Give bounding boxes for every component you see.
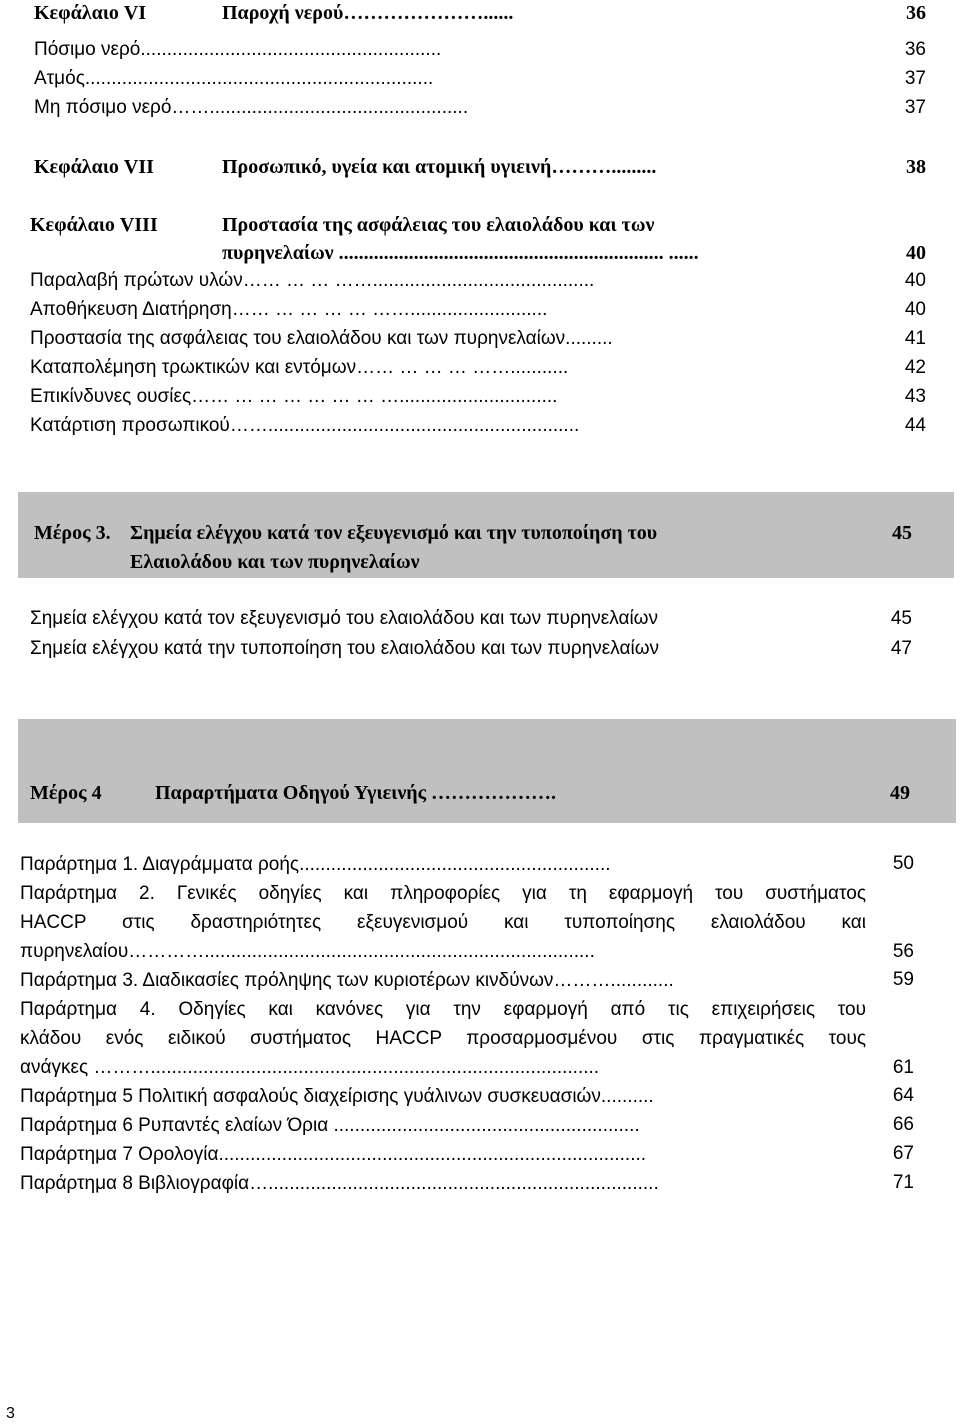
part3-label: Μέρος 3. [34, 522, 111, 544]
chapter7-title: Προσωπικό, υγεία και ατομική υγιεινή………......... [222, 156, 657, 178]
toc-page: 64 [892, 1085, 914, 1106]
part4-title: Παραρτήματα Οδηγού Υγιεινής ………………. [155, 782, 557, 804]
toc-item-pest-control[interactable]: Καταπολέμηση τρωκτικών και εντόμων…… … … … ……........... [30, 357, 569, 378]
chapter8-title-line2: πυρηνελαίων ................................................................. ...... [222, 242, 699, 264]
toc-page: 67 [892, 1143, 914, 1164]
toc-item-appendix-3[interactable]: Παράρτημα 3. Διαδικασίες πρόληψης των κυριοτέρων κινδύνων………............ [20, 970, 674, 991]
toc-item-hazardous-substances[interactable]: Επικίνδυνες ουσίες…… … … … … … … ….............................. [30, 386, 558, 407]
toc-page: 45 [890, 608, 912, 629]
toc-item-appendix-8[interactable]: Παράρτημα 8 Βιβλιογραφία….......................................................................... [20, 1173, 659, 1194]
toc-item-appendix-2-line2: HACCP στις δραστηριότητες εξευγενισμού και τυποποίησης ελαιολάδου και [20, 912, 866, 933]
part4-label: Μέρος 4 [30, 782, 102, 804]
toc-page: 40 [904, 270, 926, 291]
toc-item-appendix-5[interactable]: Παράρτημα 5 Πολιτική ασφαλούς διαχείρισης γυάλινων συσκευασιών.......... [20, 1086, 654, 1107]
chapter8-label: Κεφάλαιο VIII [30, 214, 158, 236]
toc-item-drinking-water[interactable]: Πόσιμο νερό......................................................... [34, 39, 442, 60]
toc-page: 43 [904, 386, 926, 407]
toc-page: 41 [904, 328, 926, 349]
part3-page: 45 [892, 522, 912, 544]
toc-item-packaging-checkpoints[interactable]: Σημεία ελέγχου κατά την τυποποίηση του ελαιολάδου και των πυρηνελαίων [30, 638, 660, 659]
footer-page-number: 3 [6, 1405, 15, 1422]
toc-item-appendix-1[interactable]: Παράρτημα 1. Διαγράμματα ροής........................................................... [20, 854, 611, 875]
toc-item-appendix-6[interactable]: Παράρτημα 6 Ρυπαντές ελαίων Όρια .......................................................... [20, 1115, 640, 1136]
toc-item-appendix-4-line1[interactable]: Παράρτημα 4. Οδηγίες και κανόνες για την εφαρμογή από τις επιχειρήσεις του [20, 999, 866, 1020]
toc-page: 42 [904, 357, 926, 378]
toc-item-steam[interactable]: Ατμός.................................................................. [34, 68, 434, 89]
toc-item-storage[interactable]: Αποθήκευση Διατήρηση…… … … … … …….......................... [30, 299, 548, 320]
toc-item-raw-materials[interactable]: Παραλαβή πρώτων υλών…… … … …….......................................... [30, 270, 595, 291]
chapter6-label: Κεφάλαιο VI [34, 2, 147, 24]
chapter8-title-line1: Προστασία της ασφάλειας του ελαιολάδου και των [222, 214, 655, 236]
toc-page: 36 [904, 39, 926, 60]
toc-item-appendix-2-line1[interactable]: Παράρτημα 2. Γενικές οδηγίες και πληροφορίες για τη εφαρμογή του συστήματος [20, 883, 866, 904]
part4-header-band [18, 719, 956, 823]
toc-page: 59 [892, 969, 914, 990]
toc-page: 47 [890, 638, 912, 659]
toc-page: 56 [892, 941, 914, 962]
toc-page: 71 [892, 1172, 914, 1193]
toc-page: 61 [892, 1057, 914, 1078]
chapter8-page: 40 [906, 242, 926, 264]
toc-item-non-drinking-water[interactable]: Μη πόσιμο νερό……................................................. [34, 97, 469, 118]
toc-page: 50 [892, 853, 914, 874]
toc-item-appendix-2-line3: πυρηνελαίου………….......................................................................... [20, 941, 595, 962]
toc-page: 44 [904, 415, 926, 436]
part3-title-line2: Ελαιολάδου και των πυρηνελαίων [130, 551, 420, 573]
chapter7-label: Κεφάλαιο VII [34, 156, 154, 178]
toc-item-appendix-4-line3: ανάγκες ………..................................................................................... [20, 1057, 600, 1078]
toc-item-refining-checkpoints[interactable]: Σημεία ελέγχου κατά τον εξευγενισμό του ελαιολάδου και των πυρηνελαίων [30, 608, 659, 629]
part4-page: 49 [890, 782, 910, 804]
toc-page: 66 [892, 1114, 914, 1135]
toc-page: 37 [904, 68, 926, 89]
toc-item-safety-protection[interactable]: Προστασία της ασφάλειας του ελαιολάδου και των πυρηνελαίων......... [30, 328, 613, 349]
toc-item-appendix-7[interactable]: Παράρτημα 7 Ορολογία................................................................................. [20, 1144, 647, 1165]
part3-title-line1: Σημεία ελέγχου κατά τον εξευγενισμό και την τυποποίηση του [130, 522, 658, 544]
chapter6-title: Παροχή νερού…………………...... [222, 2, 514, 24]
toc-page: 37 [904, 97, 926, 118]
toc-item-staff-training[interactable]: Κατάρτιση προσωπικού……........................................................... [30, 415, 580, 436]
toc-page: 40 [904, 299, 926, 320]
chapter6-page: 36 [906, 2, 926, 24]
toc-item-appendix-4-line2: κλάδου ενός ειδικού συστήματος HACCP προσαρμοσμένου στις πραγματικές τους [20, 1028, 866, 1049]
chapter7-page: 38 [906, 156, 926, 178]
